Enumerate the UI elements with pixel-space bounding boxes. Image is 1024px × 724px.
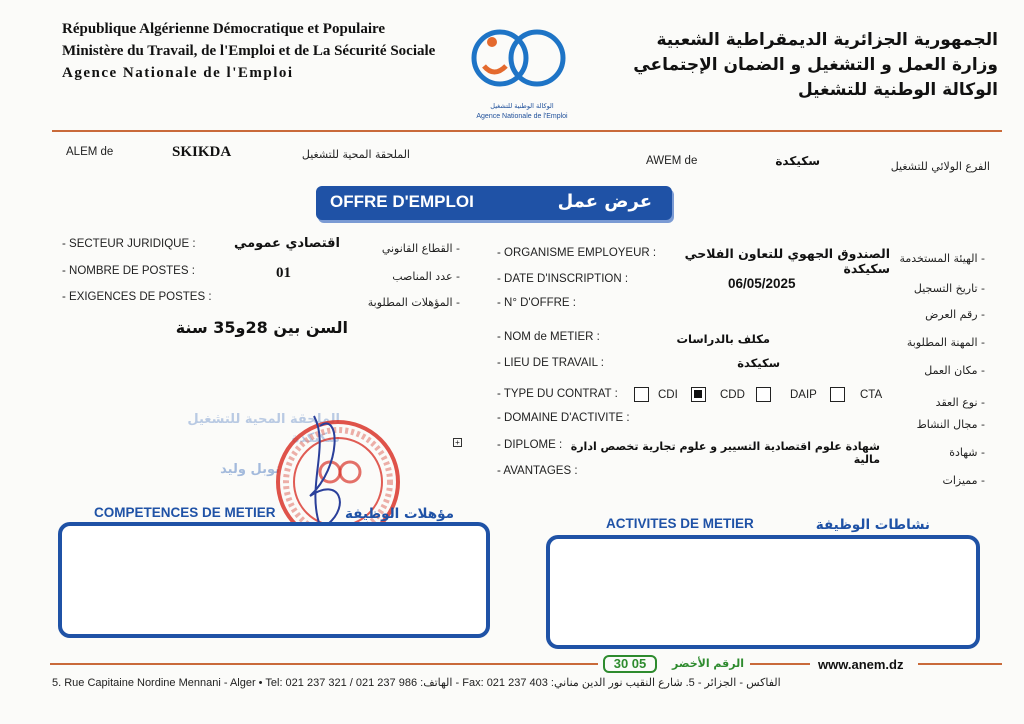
domaine-label: - DOMAINE D'ACTIVITE :: [497, 412, 630, 424]
avantages-label: - AVANTAGES :: [497, 465, 578, 477]
header-fr-line2: Ministère du Travail, de l'Emploi et de La Sécurité Sociale: [62, 43, 436, 59]
header-ar-line1: الجمهورية الجزائرية الديمقراطية الشعبية: [656, 30, 998, 50]
footer-divider-left: [50, 663, 598, 665]
footer-divider-mid: [750, 663, 810, 665]
competences-box[interactable]: [58, 522, 490, 638]
logo-caption-ar: الوكالة الوطنية للتشغيل: [490, 102, 554, 110]
header-fr-line3: Agence Nationale de l'Emploi: [62, 65, 294, 81]
green-number-label: الرقم الأخضر: [672, 657, 744, 670]
alem-label-ar: الملحقة المحية للتشغيل: [301, 148, 410, 161]
avantages-label-ar: - مميزات: [942, 474, 985, 487]
exig-value: السن بين 28و35 سنة: [175, 318, 348, 337]
header-ar-line3: الوكالة الوطنية للتشغيل: [797, 80, 998, 100]
domaine-label-ar: - مجال النشاط: [916, 418, 985, 431]
plus-mark-icon: +: [453, 438, 462, 447]
contract-type-group: [634, 386, 894, 406]
signature-name: نوبل وليد: [220, 462, 280, 477]
exig-label-ar: - المؤهلات المطلوبة: [367, 296, 460, 309]
logo-caption-fr: Agence Nationale de l'Emploi: [476, 113, 568, 120]
agency-logo: [462, 18, 582, 126]
org-value: الصندوق الجهوي للتعاون الفلاحي سكيكدة: [684, 246, 890, 276]
org-label: - ORGANISME EMPLOYEUR :: [497, 247, 657, 259]
contrat-label-ar: - نوع العقد: [935, 396, 985, 409]
activites-title-fr: ACTIVITES DE METIER: [606, 516, 754, 531]
green-number: 30 05: [613, 656, 647, 671]
lieu-value: سكيكدة: [737, 356, 780, 370]
header-ar-block: [600, 28, 998, 103]
cdi-checkbox[interactable]: [634, 387, 649, 402]
activites-title-ar: نشاطات الوظيفة: [815, 517, 930, 533]
noffre-label-ar: - رقم العرض: [925, 308, 985, 321]
header-fr-block: [62, 18, 482, 84]
competences-title-ar: مؤهلات الوظيفة: [345, 506, 454, 522]
header-ar-line2: وزارة العمل و التشغيل و الضمان الإجتماعي: [633, 55, 998, 75]
secteur-value: اقتصادي عمومي: [233, 236, 340, 251]
footer-address: 5. Rue Capitaine Nordine Mennani - Alger • Tel: 021 237 321 / 021 237 986 :الهاتف - Fax: 021 237 403 :الفاكس - الجزائر - 5. شارع النقيب نور الدين مناني: [52, 677, 781, 689]
faded-stamp-city: سكيكدة: [291, 431, 340, 446]
diplome-label-ar: - شهادة: [949, 446, 985, 459]
diplome-label: - DIPLOME :: [497, 439, 563, 451]
secteur-label-ar: - القطاع القانوني: [381, 242, 460, 255]
competences-title-fr: COMPETENCES DE METIER: [94, 505, 276, 520]
date-value: 06/05/2025: [728, 276, 796, 291]
cta-checkbox[interactable]: [830, 387, 845, 402]
exig-label: - EXIGENCES DE POSTES :: [62, 291, 212, 303]
metier-label-ar: - المهنة المطلوبة: [906, 336, 985, 349]
cdd-checkbox[interactable]: [691, 387, 706, 402]
daip-checkbox[interactable]: [756, 387, 771, 402]
anem-logo-icon: [462, 18, 582, 100]
awem-label: AWEM de: [646, 155, 698, 167]
contrat-label: - TYPE DU CONTRAT :: [497, 388, 618, 400]
alem-value: SKIKDA: [172, 144, 232, 160]
cta-label: CTA: [860, 389, 883, 401]
org-label-ar: - الهيئة المستخدمة: [899, 252, 985, 265]
offer-banner: [316, 186, 672, 220]
awem-label-ar: الفرع الولائي للتشغيل: [890, 160, 990, 173]
website-link[interactable]: www.anem.dz: [818, 657, 904, 672]
lieu-label-ar: - مكان العمل: [924, 364, 985, 377]
green-number-badge: [603, 655, 657, 673]
header-divider: [52, 130, 1002, 132]
lieu-label: - LIEU DE TRAVAIL :: [497, 357, 604, 369]
banner-title-ar: عرض عمل: [557, 191, 652, 212]
metier-label: - NOM de METIER :: [497, 331, 600, 343]
noffre-label: - N° D'OFFRE :: [497, 297, 576, 309]
postes-label-ar: - عدد المناصب: [392, 270, 460, 283]
cdi-label: CDI: [658, 389, 678, 401]
secteur-label: - SECTEUR JURIDIQUE :: [62, 238, 196, 250]
banner-title-fr: OFFRE D'EMPLOI: [330, 192, 474, 211]
diplome-value: شهادة علوم اقتصادية التسيير و علوم تجارية تخصص ادارة مالية: [570, 440, 880, 466]
postes-value: 01: [276, 265, 291, 281]
awem-value: سكيكدة: [775, 154, 820, 168]
activites-box[interactable]: [546, 535, 980, 649]
footer-divider-right: [918, 663, 1002, 665]
date-label: - DATE D'INSCRIPTION :: [497, 273, 629, 285]
date-label-ar: - تاريخ التسجيل: [913, 282, 985, 295]
faded-stamp-text: الملحقة المحية للتشغيل: [187, 412, 340, 427]
cdd-label: CDD: [720, 389, 745, 401]
metier-value: مكلف بالدراسات: [676, 332, 770, 346]
daip-label: DAIP: [790, 389, 817, 401]
header-fr-line1: République Algérienne Démocratique et Populaire: [62, 21, 386, 37]
postes-label: - NOMBRE DE POSTES :: [62, 265, 195, 277]
alem-label: ALEM de: [66, 146, 114, 158]
